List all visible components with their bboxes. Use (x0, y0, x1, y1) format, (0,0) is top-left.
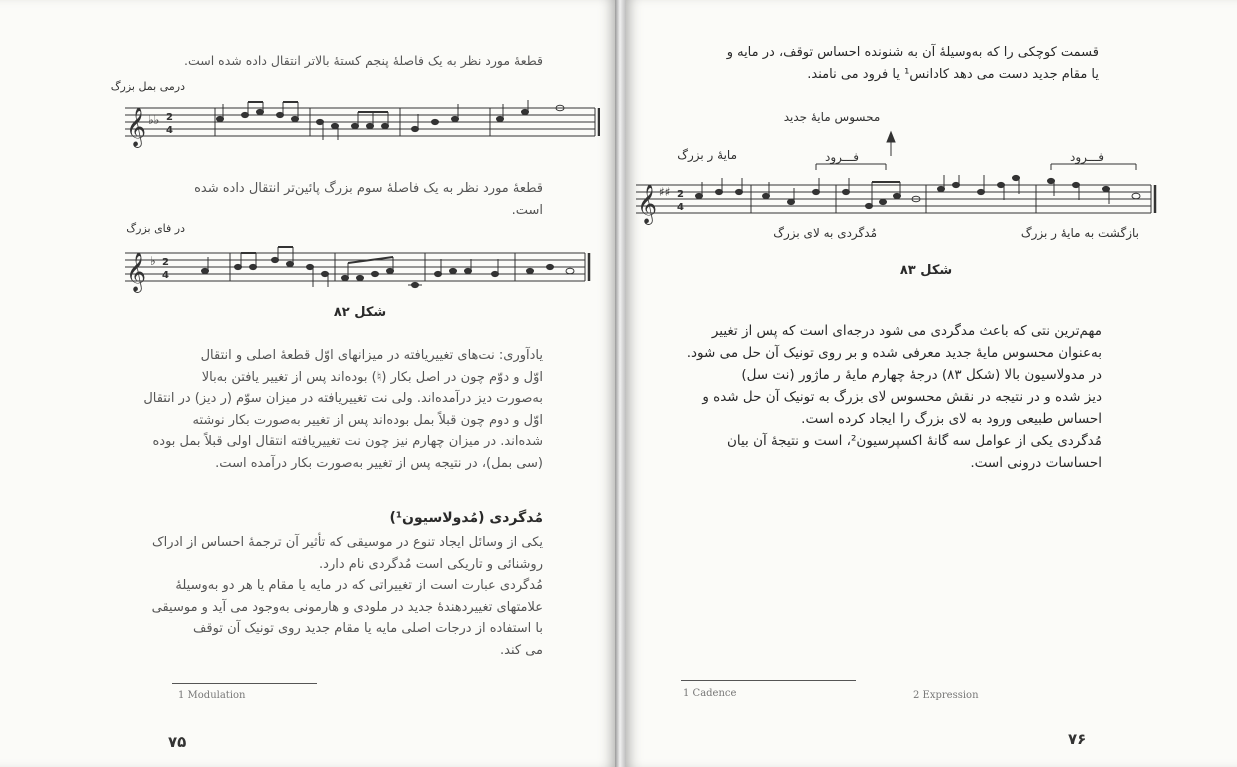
figure-83-caption: شکل ۸۳ (899, 263, 953, 278)
left-line-2b: است. (511, 203, 543, 218)
left-line-1: قطعهٔ مورد نظر به یک فاصلهٔ پنجم کستهٔ بالاتر انتقال داده شده است. (184, 53, 543, 68)
svg-text:2: 2 (677, 189, 684, 200)
note-line: اوّل و دوم چون قبلاً بمل بوده‌اند پس از تغییر به‌صورت بکار نوشته (192, 412, 543, 428)
modulation-line: علامتهای تغییردهندهٔ جدید در ملودی و هارمونی به‌وجود می آید و موسیقی (151, 599, 543, 615)
cadence-line: قسمت کوچکی را که به‌وسیلهٔ آن به شنونده احساس توقف، در مایه و (726, 45, 1099, 60)
body-line: احساس طبیعی ورود به لای بزرگ را ایجاد کرده است. (801, 411, 1102, 427)
body-paragraph (662, 320, 1102, 474)
staff-1-label: درمی بمل بزرگ (110, 80, 185, 93)
body-line: دیز شده و در نتیجه در نقش محسوس لای بزرگ به تونیک آن حل شده و (702, 389, 1102, 405)
page-number-75: ۷۵ (168, 733, 187, 751)
svg-text:♭: ♭ (150, 254, 156, 268)
modulation-line: یکی از وسائل ایجاد تنوع در موسیقی که تأثیر آن ترجمهٔ احساس از ادراک (151, 535, 543, 550)
footnote-modulation: 1 Modulation (178, 690, 246, 701)
note-line: به‌صورت دیز درآمده‌اند. ولی نت تغییریافته در میزان سوّم (ر دیز) در انتقال (143, 391, 543, 406)
svg-text:4: 4 (166, 125, 173, 136)
body-line: مُدگردی یکی از عوامل سه گانهٔ اکسپرسیون²، است و نتیجهٔ آن بیان (726, 433, 1102, 449)
svg-text:𝄞: 𝄞 (126, 107, 147, 147)
modulation-line: مُدگردی عبارت است از تغییراتی که در مایه یا مقام یا هر دو به‌وسیلهٔ (175, 578, 543, 593)
music-staff-2 (120, 245, 600, 295)
staff-2-label: در فای بزرگ (126, 222, 185, 235)
page-number-76: ۷۶ (1068, 730, 1087, 748)
svg-text:♭♭: ♭♭ (148, 113, 160, 127)
footnote-cadence: 1 Cadence (683, 688, 737, 699)
footnote-rule (172, 683, 317, 684)
label-sensible-note: محسوس مایهٔ جدید (783, 110, 881, 124)
label-cadence-1: فـــرود (824, 150, 860, 164)
body-line: به‌عنوان محسوس مایهٔ جدید معرفی شده و بر روی تونیک آن حل می شود. (686, 345, 1102, 361)
music-staff-1 (120, 100, 600, 150)
modulation-heading: مُدگردی (مُدولاسیون¹) (389, 510, 543, 526)
figure-82-caption: شکل ۸۲ (333, 305, 387, 320)
note-line: شده‌اند. در میزان چهارم نیز چون نت تغییریافته انتقال اولی قبلاً بمل بوده (152, 434, 543, 449)
left-line-2a: قطعهٔ مورد نظر به یک فاصلهٔ سوم بزرگ پائین‌تر انتقال داده شده (194, 181, 543, 196)
body-line: مهم‌ترین نتی که باعث مدگردی می شود درجه‌ای است که پس از تغییر (711, 323, 1102, 339)
cadence-line: یا مقام جدید دست می دهد کادانس¹ یا فرود می نامند. (807, 66, 1099, 82)
left-page (0, 0, 615, 767)
note-paragraph (93, 345, 543, 474)
modulation-paragraph (93, 532, 543, 661)
footnote-expression: 2 Expression (913, 690, 979, 701)
svg-text:2: 2 (162, 257, 169, 268)
label-modulate-a: مُدگردی به لای بزرگ (773, 226, 877, 240)
footnote-rule (681, 680, 856, 681)
note-line: یادآوری: نت‌های تغییریافته در میزانهای اوّل قطعهٔ اصلی و انتقال (200, 348, 543, 363)
cadence-paragraph (679, 42, 1099, 85)
svg-text:4: 4 (162, 270, 169, 281)
label-cadence-2: فـــرود (1069, 150, 1105, 164)
label-return-d: بازگشت به مایهٔ ر بزرگ (1020, 226, 1139, 240)
right-page (626, 0, 1237, 767)
svg-text:𝄞: 𝄞 (637, 184, 658, 224)
body-line: در مدولاسیون بالا (شکل ۸۳) درجهٔ چهارم مایهٔ ر ماژور (نت سل) (741, 367, 1102, 383)
music-staff-3 (631, 130, 1161, 230)
body-line: احساسات درونی است. (970, 455, 1102, 471)
note-line: (سی بمل)، در نتیجه پس از تغییر به‌صورت بکار درآمده است. (215, 455, 543, 471)
modulation-line: روشنائی و تاریکی است مُدگردی نام دارد. (319, 556, 543, 572)
modulation-line: با استفاده از درجات اصلی مایه یا مقام جدید روی تونیک آن توقف (192, 621, 543, 636)
svg-text:♯♯: ♯♯ (659, 185, 671, 199)
svg-text:4: 4 (677, 202, 684, 213)
label-mode-d: مایهٔ ر بزرگ (677, 148, 737, 162)
svg-text:𝄞: 𝄞 (126, 252, 147, 292)
svg-text:2: 2 (166, 112, 173, 123)
book-gutter (615, 0, 626, 767)
note-line: اوّل و دوّم چون در اصل بکار (♮) بوده‌اند پس از تغییر یافتن به‌بالا (201, 369, 543, 385)
modulation-line: می کند. (500, 642, 543, 658)
